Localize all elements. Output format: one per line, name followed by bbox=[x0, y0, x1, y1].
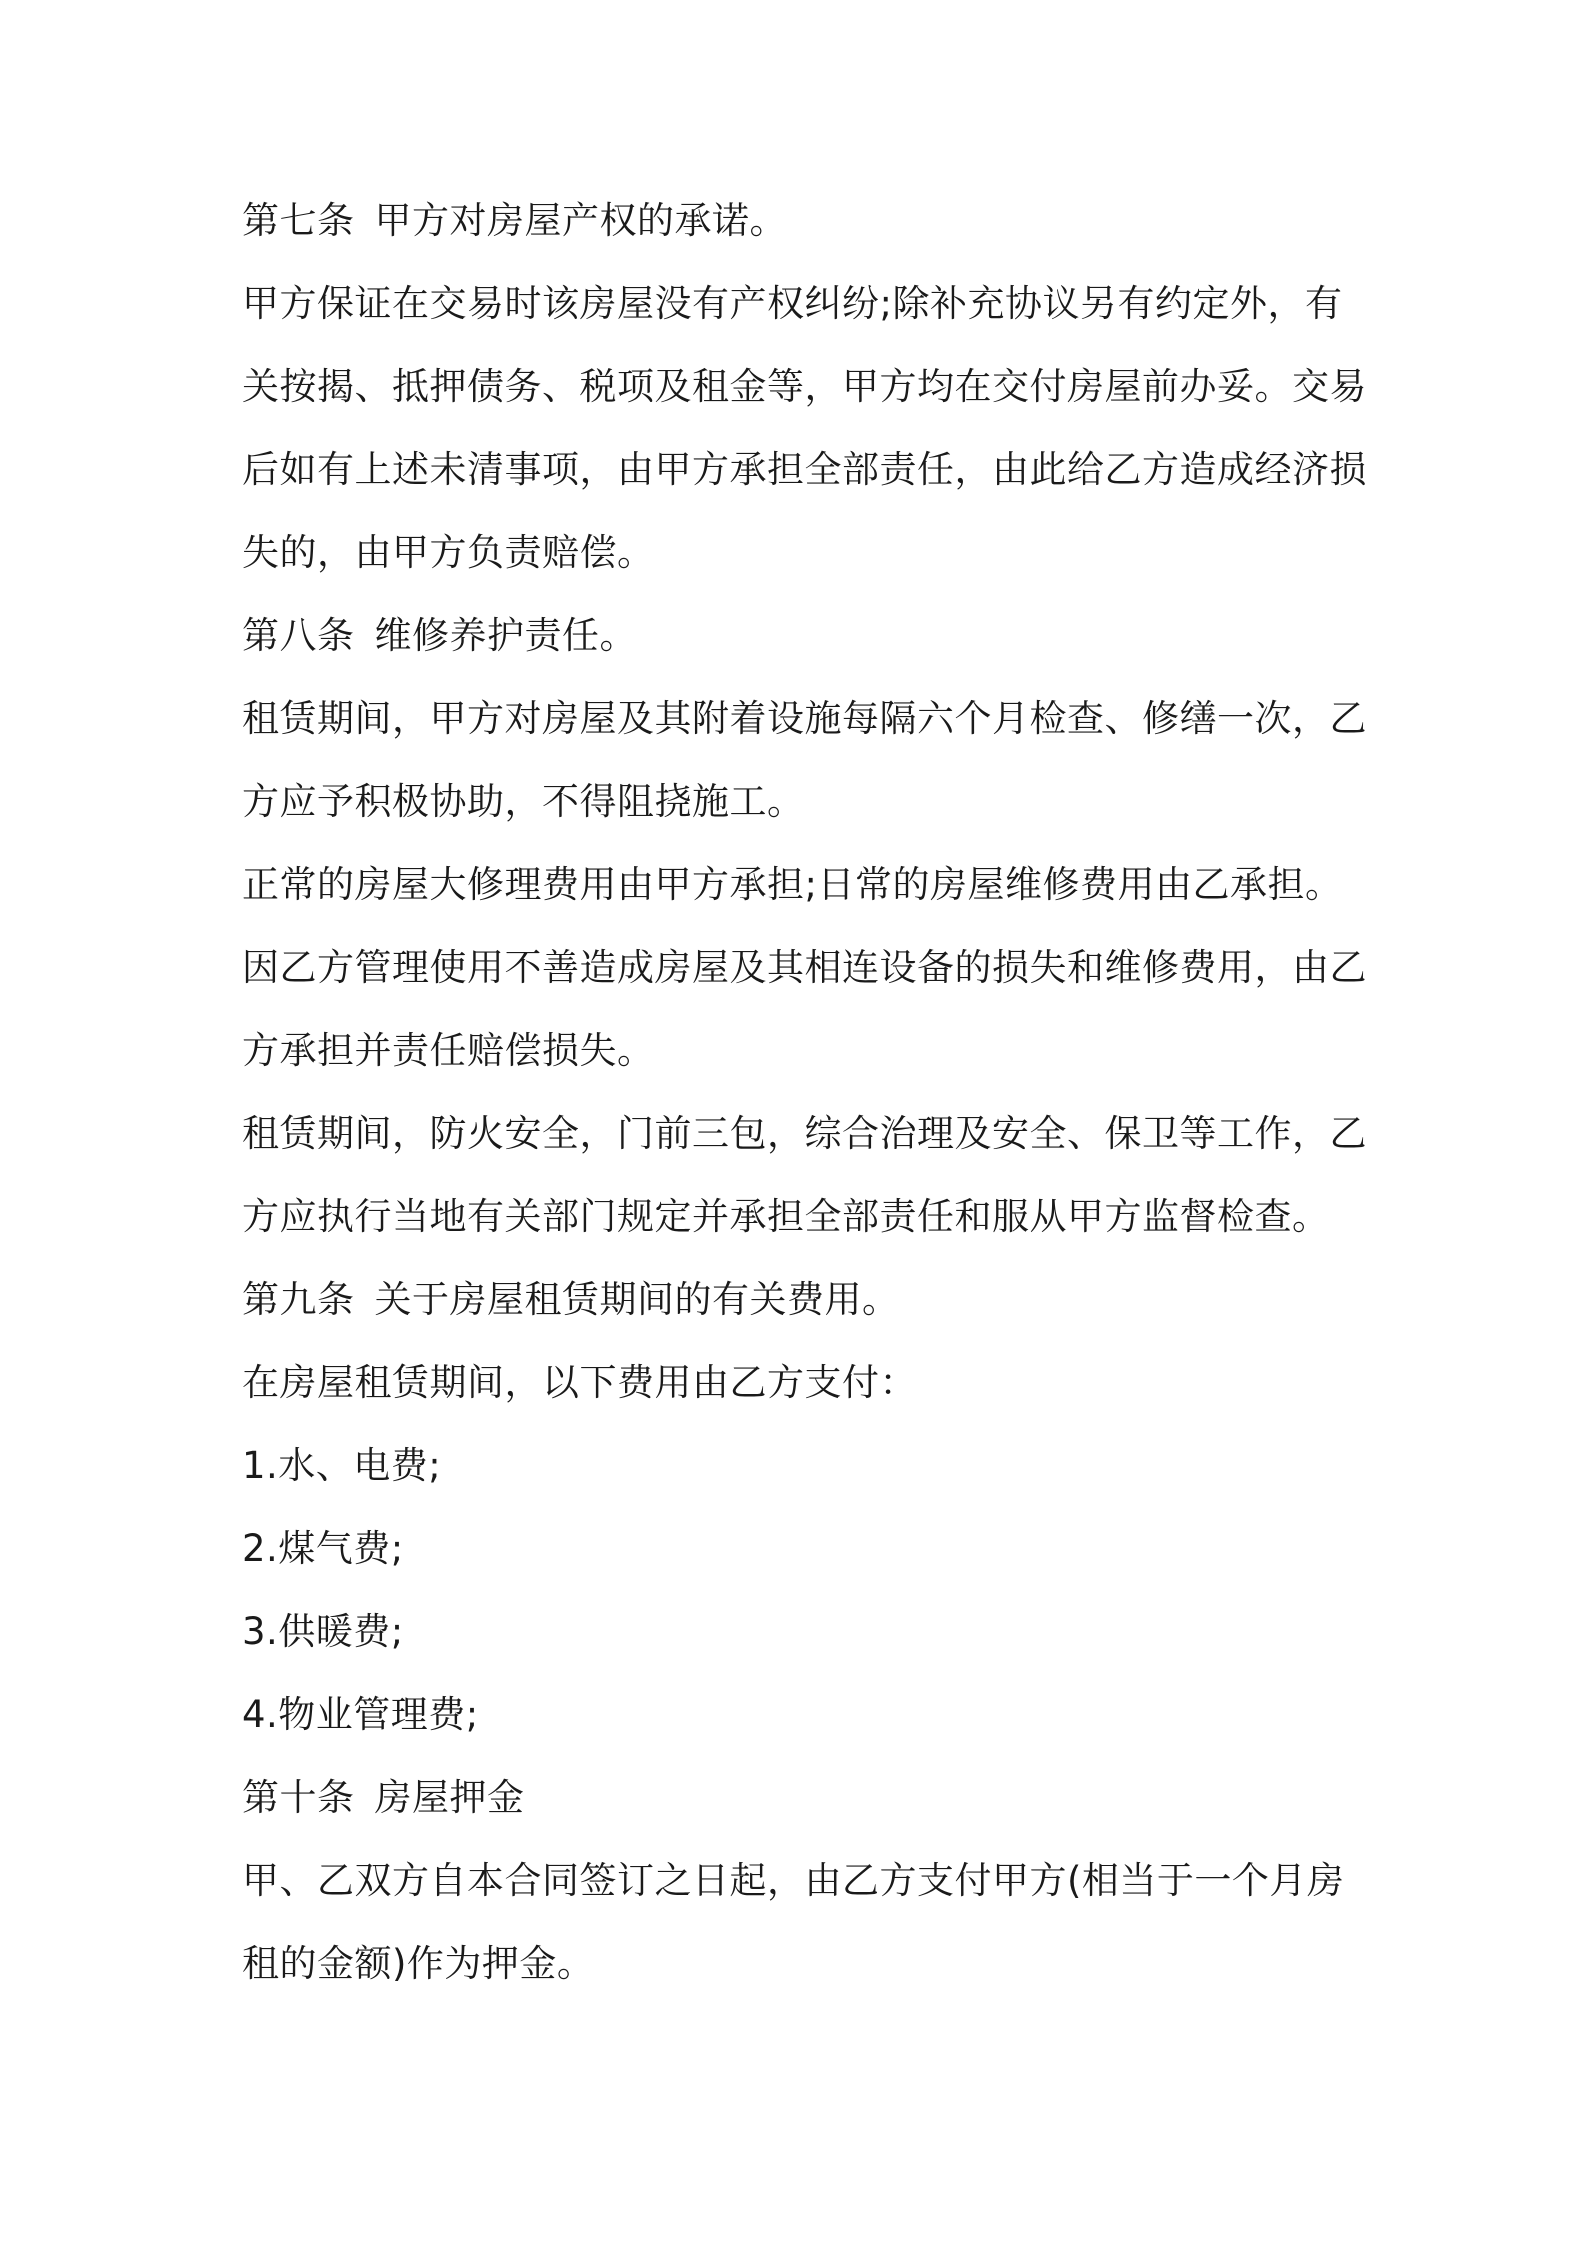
text-line: 因乙方管理使用不善造成房屋及其相连设备的损失和维修费用，由乙 bbox=[242, 946, 1367, 989]
text-line: 在房屋租赁期间，以下费用由乙方支付： bbox=[242, 1361, 917, 1404]
text-line: 租的金额)作为押金。 bbox=[242, 1942, 595, 1985]
document-body bbox=[242, 196, 1367, 2022]
text-line: 3.供暖费; bbox=[242, 1610, 404, 1653]
text-line: 甲、乙双方自本合同签订之日起，由乙方支付甲方(相当于一个月房 bbox=[242, 1859, 1345, 1902]
text-line: 方承担并责任赔偿损失。 bbox=[242, 1029, 655, 1072]
text-line: 关按揭、抵押债务、税项及租金等，甲方均在交付房屋前办妥。交易 bbox=[242, 365, 1367, 408]
list-item bbox=[242, 1690, 1362, 1740]
article-number: 第十条 bbox=[242, 1776, 355, 1819]
text-line: 失的，由甲方负责赔偿。 bbox=[242, 531, 655, 574]
text-line: 租赁期间，防火安全，门前三包，综合治理及安全、保卫等工作，乙 bbox=[242, 1112, 1367, 1155]
article-10-heading bbox=[242, 1773, 1362, 1823]
paragraph bbox=[242, 1856, 1362, 1989]
text-line: 2.煤气费; bbox=[242, 1527, 404, 1570]
article-number: 第七条 bbox=[242, 199, 355, 242]
list-item bbox=[242, 1607, 1362, 1657]
article-title: 维修养护责任。 bbox=[374, 614, 637, 657]
article-7-heading bbox=[242, 196, 1362, 246]
list-item bbox=[242, 1524, 1362, 1574]
paragraph bbox=[242, 279, 1367, 578]
article-title: 甲方对房屋产权的承诺。 bbox=[374, 199, 787, 242]
text-line: 后如有上述未清事项，由甲方承担全部责任，由此给乙方造成经济损 bbox=[242, 448, 1367, 491]
text-line: 租赁期间，甲方对房屋及其附着设施每隔六个月检查、修缮一次，乙 bbox=[242, 697, 1367, 740]
text-line: 方应予积极协助，不得阻挠施工。 bbox=[242, 780, 805, 823]
text-line: 4.物业管理费; bbox=[242, 1693, 479, 1736]
text-line: 方应执行当地有关部门规定并承担全部责任和服从甲方监督检查。 bbox=[242, 1195, 1330, 1238]
article-8-heading bbox=[242, 611, 1362, 661]
list-item bbox=[242, 1441, 1362, 1491]
paragraph bbox=[242, 1109, 1367, 1242]
paragraph bbox=[242, 694, 1367, 827]
paragraph bbox=[242, 860, 1362, 910]
article-title: 关于房屋租赁期间的有关费用。 bbox=[374, 1278, 900, 1321]
article-number: 第九条 bbox=[242, 1278, 355, 1321]
article-title: 房屋押金 bbox=[374, 1776, 525, 1819]
text-line: 正常的房屋大修理费用由甲方承担;日常的房屋维修费用由乙承担。 bbox=[242, 863, 1343, 906]
article-9-heading bbox=[242, 1275, 1362, 1325]
text-line: 1.水、电费; bbox=[242, 1444, 442, 1487]
article-number: 第八条 bbox=[242, 614, 355, 657]
paragraph bbox=[242, 1358, 1362, 1408]
paragraph bbox=[242, 943, 1367, 1076]
text-line: 甲方保证在交易时该房屋没有产权纠纷;除补充协议另有约定外，有 bbox=[242, 282, 1343, 325]
